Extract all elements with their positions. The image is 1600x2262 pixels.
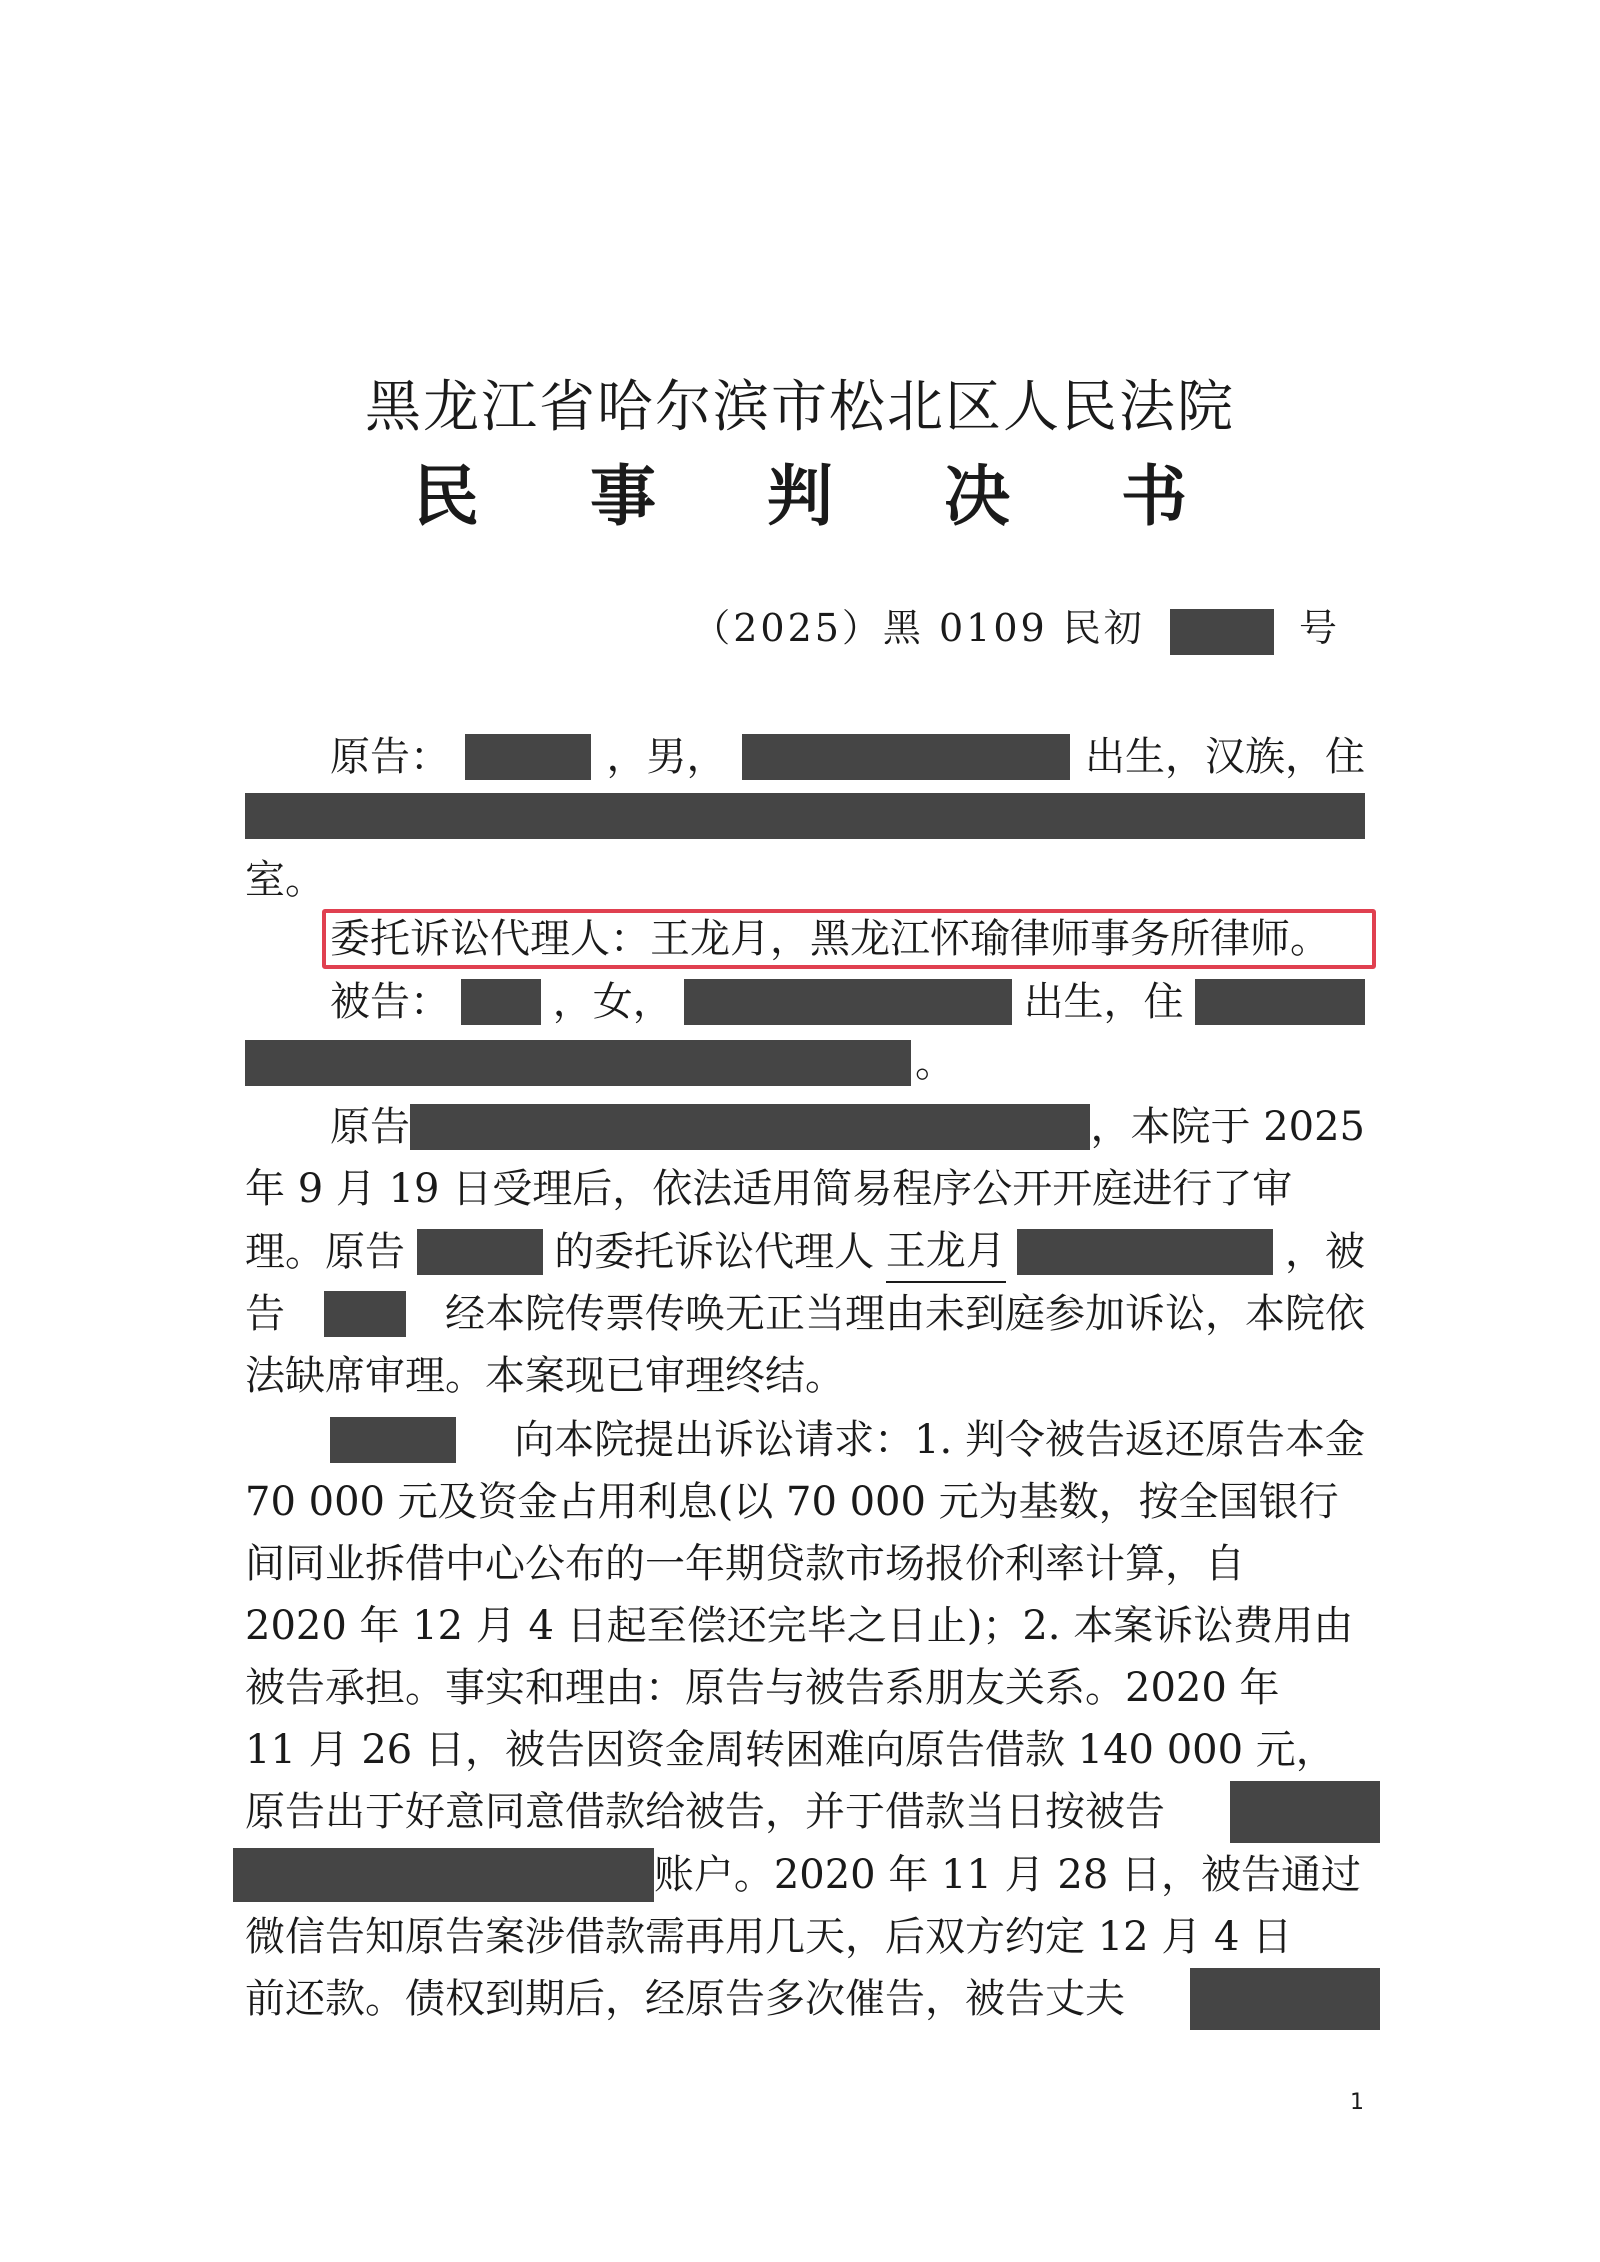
defendant-line [330, 972, 1365, 1032]
redaction-bar [1195, 979, 1365, 1025]
text-segment: 前还款。债权到期后，经原告多次催告，被告丈夫 [245, 1976, 1125, 2022]
case-number-prefix: （2025）黑 0109 民初 [692, 606, 1145, 650]
defendant-birth: 出生，住 [1023, 979, 1184, 1025]
paragraph2-line3 [245, 1534, 1365, 1594]
paragraph2-line5 [245, 1658, 1365, 1718]
text-segment: 告 [245, 1291, 285, 1337]
defendant-address-line [245, 1033, 1365, 1093]
paragraph2-line7 [245, 1782, 1365, 1842]
paragraph2-line2 [245, 1472, 1365, 1532]
plaintiff-line [330, 727, 1365, 787]
text-segment: 向本院提出诉讼请求：1. 判令被告返还原告本金 [514, 1417, 1365, 1463]
plaintiff-gender: ，男， [606, 734, 727, 780]
paragraph2-line10 [245, 1969, 1365, 2029]
paragraph1-line5 [245, 1346, 1365, 1406]
plaintiff-label: 原告： [330, 734, 450, 780]
defendant-address-end: 。 [915, 1040, 955, 1086]
text-segment: 间同业拆借中心公布的一年期贷款市场报价利率计算，自 [245, 1541, 1245, 1587]
plaintiff-birth: 出生，汉族，住 [1085, 734, 1365, 780]
redaction-bar [245, 1040, 911, 1086]
redaction-bar [684, 979, 1012, 1025]
case-number-suffix: 号 [1298, 606, 1340, 650]
paragraph2-line6 [245, 1720, 1365, 1780]
redaction-bar [410, 1104, 1090, 1150]
redaction-bar [742, 734, 1070, 780]
redaction-bar [1230, 1781, 1380, 1843]
plaintiff-address-end-line [245, 850, 1365, 910]
text-segment: 理。原告 [245, 1229, 405, 1275]
agent-text: 委托诉讼代理人：王龙月，黑龙江怀瑜律师事务所律师。 [330, 916, 1330, 962]
agent-line [330, 909, 1358, 969]
text-segment: 11 月 26 日，被告因资金周转困难向原告借款 140 000 元， [245, 1727, 1336, 1773]
text-segment: 微信告知原告案涉借款需再用几天，后双方约定 12 月 4 日 [245, 1914, 1293, 1960]
paragraph1-line2 [245, 1159, 1365, 1219]
text-segment: 经本院传票传唤无正当理由未到庭参加诉讼，本院依 [445, 1291, 1365, 1337]
redaction-bar [330, 1417, 456, 1463]
redaction-bar [324, 1291, 406, 1337]
text-segment: 原告出于好意同意借款给被告，并于借款当日按被告 [245, 1789, 1165, 1835]
paragraph1-line1 [330, 1097, 1365, 1157]
redaction-bar [1170, 609, 1274, 655]
text-segment: 账户。2020 年 11 月 28 日，被告通过 [653, 1852, 1361, 1898]
page-number: 1 [1350, 2090, 1364, 2115]
text-segment: 原告 [330, 1104, 410, 1150]
redaction-bar [461, 979, 541, 1025]
document-type: 民 事 判 决 书 [413, 457, 1231, 535]
text-segment: 2020 年 12 月 4 日起至偿还完毕之日止)；2. 本案诉讼费用由 [245, 1603, 1354, 1649]
defendant-label: 被告： [330, 979, 450, 1025]
paragraph1-line3 [245, 1222, 1365, 1282]
redaction-bar [417, 1229, 543, 1275]
court-name: 黑龙江省哈尔滨市松北区人民法院 [365, 375, 1235, 440]
paragraph2-line8 [233, 1845, 1365, 1905]
text-segment: ，本院于 2025 [1090, 1104, 1365, 1150]
text-segment: 70 000 元及资金占用利息(以 70 000 元为基数，按全国银行 [245, 1479, 1339, 1525]
redaction-bar [233, 1848, 654, 1902]
paragraph2-line9 [245, 1907, 1365, 1967]
defendant-gender: ，女， [552, 979, 673, 1025]
text-segment: 的委托诉讼代理人 [554, 1229, 875, 1275]
text-segment: 被告承担。事实和理由：原告与被告系朋友关系。2020 年 [245, 1665, 1280, 1711]
redaction-bar [465, 734, 591, 780]
case-number [692, 600, 1340, 656]
redaction-bar [1017, 1229, 1273, 1275]
text-segment: 年 9 月 19 日受理后，依法适用简易程序公开开庭进行了审 [245, 1166, 1293, 1212]
plaintiff-address-line [245, 786, 1365, 846]
paragraph2-line1 [330, 1410, 1365, 1470]
redaction-bar [245, 793, 1365, 839]
plaintiff-address-end: 室。 [245, 857, 325, 903]
text-segment: ，被 [1284, 1229, 1365, 1275]
paragraph1-line4 [245, 1284, 1365, 1344]
paragraph2-line4 [245, 1596, 1365, 1656]
redaction-bar [1190, 1968, 1380, 2030]
agent-name: 王龙月 [886, 1221, 1006, 1283]
text-segment: 法缺席审理。本案现已审理终结。 [245, 1353, 845, 1399]
